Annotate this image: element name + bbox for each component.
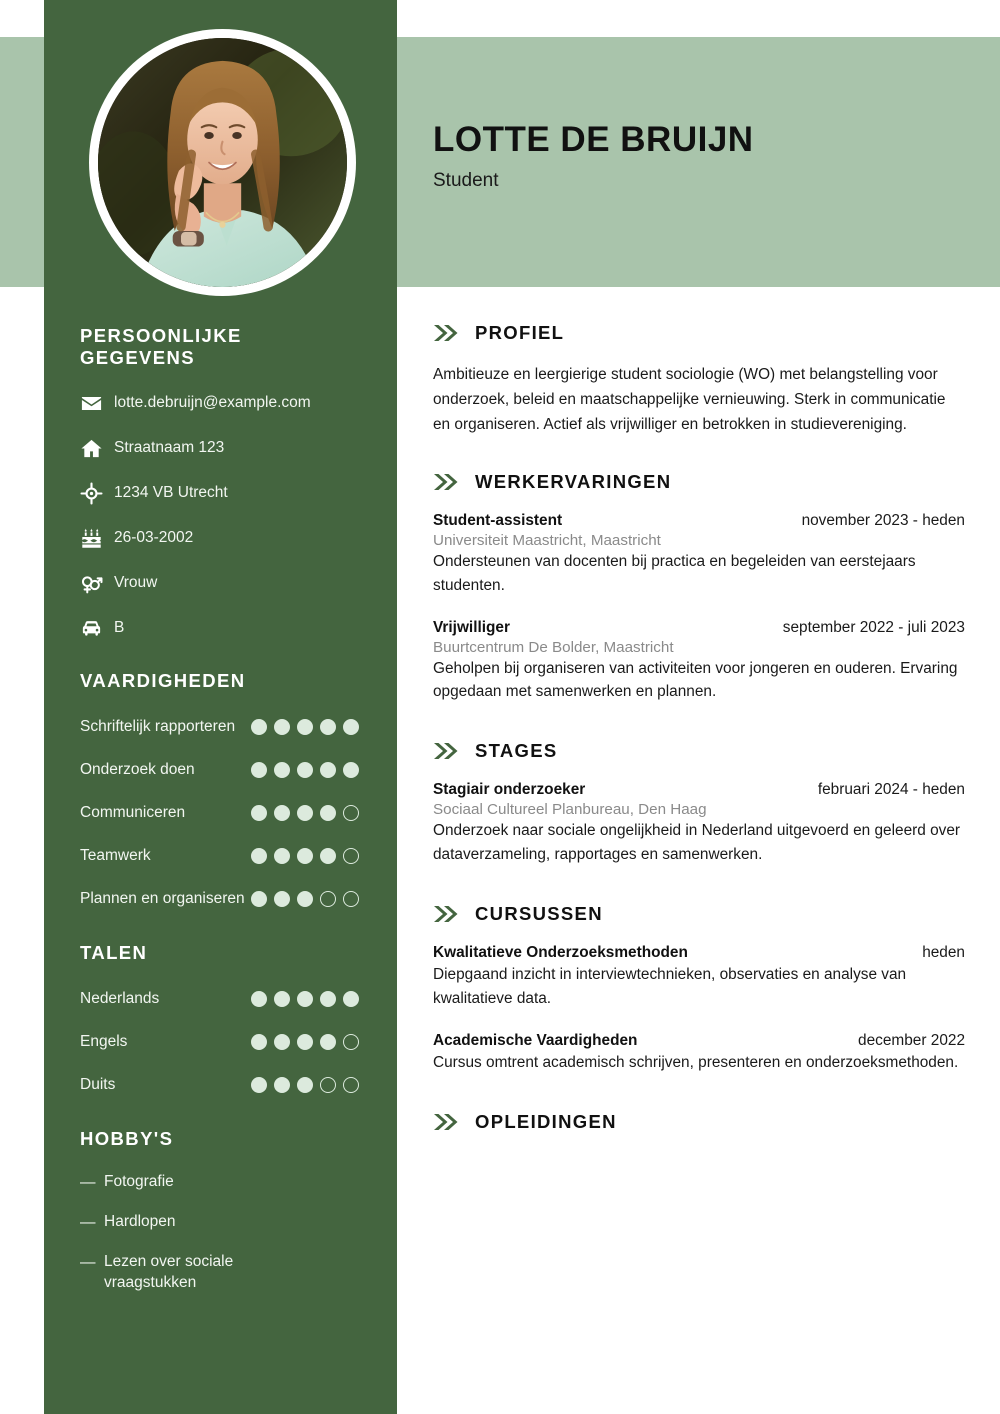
languages-section [80, 942, 361, 1098]
rating-dot-filled [320, 991, 336, 1007]
dash-marker-icon: — [80, 1253, 96, 1271]
work-experience-heading: WERKERVARINGEN [475, 470, 672, 492]
personal-details-section [80, 325, 361, 640]
rating-dot-empty [343, 1034, 359, 1050]
contact-value: B [114, 618, 125, 636]
hobbies-heading: HOBBY'S [80, 1128, 174, 1149]
language-row [80, 986, 361, 1012]
rating-dot-filled [343, 762, 359, 778]
rating-dot-empty [320, 1077, 336, 1093]
rating-label: Engels [80, 1032, 128, 1050]
rating-dot-filled [320, 1034, 336, 1050]
courses-section-header [433, 903, 965, 925]
rating-dot-filled [251, 848, 267, 864]
internships-section [433, 740, 965, 903]
dash-marker-icon: — [80, 1213, 96, 1231]
rating-label: Nederlands [80, 989, 160, 1007]
cv-entry-role: Vrijwilliger [433, 618, 510, 636]
rating-dot-filled [251, 762, 267, 778]
courses-heading: CURSUSSEN [475, 903, 603, 925]
contact-value: 26-03-2002 [114, 528, 194, 546]
rating-dot-filled [297, 1034, 313, 1050]
rating-dot-filled [251, 891, 267, 907]
rating-dot-filled [251, 991, 267, 1007]
cv-entry-organisation: Sociaal Cultureel Planbureau, Den Haag [433, 801, 707, 819]
portrait-photo [98, 38, 347, 287]
location-icon [80, 482, 114, 505]
rating-dot-filled [320, 762, 336, 778]
envelope-icon [80, 392, 114, 415]
cv-entry-role: Student-assistent [433, 511, 563, 529]
skill-row [80, 800, 361, 826]
work-experience-section-header [433, 471, 965, 493]
rating-dots [251, 805, 361, 821]
cv-entry-header [433, 944, 965, 962]
cv-entry-header [433, 512, 965, 530]
skills-heading: VAARDIGHEDEN [80, 670, 246, 691]
contact-row[interactable] [80, 481, 361, 505]
rating-dot-filled [297, 991, 313, 1007]
skill-row [80, 843, 361, 869]
rating-dots [251, 848, 361, 864]
course-entry-list [433, 944, 965, 1075]
skill-row [80, 714, 361, 740]
job-title: Student [433, 170, 499, 192]
skill-row [80, 886, 361, 912]
rating-dots [251, 762, 361, 778]
cv-entry-header [433, 781, 965, 799]
rating-label: Teamwerk [80, 846, 151, 864]
skills-list [80, 714, 361, 912]
birthday-cake-icon [80, 527, 114, 550]
education-section [433, 1111, 965, 1133]
rating-label: Onderzoek doen [80, 760, 195, 778]
rating-dot-filled [343, 719, 359, 735]
portrait-illustration [98, 38, 347, 287]
cv-entry-date: september 2022 - juli 2023 [782, 618, 965, 636]
rating-dot-filled [274, 1034, 290, 1050]
header-text [433, 120, 754, 192]
contact-row[interactable] [80, 436, 361, 460]
rating-dot-filled [274, 719, 290, 735]
rating-dots [251, 719, 361, 735]
internships-section-header [433, 740, 965, 762]
contact-row[interactable] [80, 616, 361, 640]
education-heading: OPLEIDINGEN [475, 1110, 617, 1132]
rating-dot-filled [274, 848, 290, 864]
cv-entry-role: Academische Vaardigheden [433, 1031, 638, 1049]
hobbies-list [80, 1172, 361, 1294]
hobby-row [80, 1252, 361, 1294]
contact-value: lotte.debruijn@example.com [114, 393, 311, 411]
cv-entry-description: Diepgaand inzicht in interviewtechnieken, observaties en analyse van kwalitatieve data. [433, 966, 907, 1007]
rating-label: Communiceren [80, 803, 186, 821]
rating-dot-empty [343, 848, 359, 864]
rating-dot-filled [251, 1077, 267, 1093]
profile-text: Ambitieuze en leergierige student sociologie (WO) met belangstelling voor onderzoek, beleid en maatschappelijke vernieuwing. Sterk in communicatie en organiseren. Actief als vrijwilliger en betrokken in studievereniging. [433, 366, 946, 433]
languages-list [80, 986, 361, 1098]
gender-icon [80, 572, 114, 595]
page-title: LOTTE DE BRUIJN [433, 120, 754, 159]
main-content [433, 322, 965, 1152]
rating-label: Plannen en organiseren [80, 889, 245, 907]
skills-section [80, 670, 361, 912]
rating-dot-filled [320, 805, 336, 821]
rating-dots [251, 991, 361, 1007]
rating-dot-empty [343, 805, 359, 821]
cv-entry-header [433, 619, 965, 637]
rating-dot-empty [343, 1077, 359, 1093]
profile-section [433, 322, 965, 438]
cv-entry [433, 619, 965, 705]
rating-dot-filled [251, 719, 267, 735]
cv-entry [433, 1032, 965, 1075]
cv-entry-description: Cursus omtrent academisch schrijven, presenteren en onderzoeksmethoden. [433, 1053, 959, 1071]
rating-dots [251, 891, 361, 907]
rating-dot-filled [297, 805, 313, 821]
rating-dot-filled [274, 991, 290, 1007]
courses-section [433, 903, 965, 1111]
double-chevron-icon [433, 473, 459, 491]
contact-list [80, 391, 361, 640]
avatar [89, 29, 356, 296]
rating-dot-filled [320, 719, 336, 735]
hobby-row [80, 1172, 361, 1194]
rating-dot-filled [297, 762, 313, 778]
hobby-label: Lezen over sociale vraagstukken [104, 1252, 234, 1291]
contact-row[interactable] [80, 526, 361, 550]
cv-entry-date: februari 2024 - heden [817, 781, 965, 799]
cv-entry-header [433, 1032, 965, 1050]
rating-dot-filled [251, 1034, 267, 1050]
cv-entry-description: Geholpen bij organiseren van activiteiten voor jongeren en ouderen. Ervaring opgedaan met samenwerken en plannen. [433, 659, 958, 701]
cv-entry-organisation: Buurtcentrum De Bolder, Maastricht [433, 638, 674, 656]
contact-value: 1234 VB Utrecht [114, 483, 228, 501]
double-chevron-icon [433, 1113, 459, 1131]
rating-dot-filled [274, 1077, 290, 1093]
contact-value: Straatnaam 123 [114, 438, 225, 456]
cv-entry-role: Stagiair onderzoeker [433, 781, 586, 799]
cv-entry-organisation: Universiteit Maastricht, Maastricht [433, 531, 661, 549]
hobby-label: Hardlopen [104, 1212, 176, 1230]
double-chevron-icon [433, 905, 459, 923]
dash-marker-icon: — [80, 1174, 96, 1191]
profile-heading: PROFIEL [475, 322, 565, 343]
rating-dot-filled [297, 1077, 313, 1093]
hobbies-section [80, 1128, 361, 1294]
rating-label: Duits [80, 1075, 116, 1093]
rating-dot-filled [297, 719, 313, 735]
rating-dot-empty [343, 891, 359, 907]
cv-entry-role: Kwalitatieve Onderzoeksmethoden [433, 944, 688, 962]
contact-row[interactable] [80, 391, 361, 415]
cv-entry [433, 944, 965, 1011]
language-row [80, 1029, 361, 1055]
internships-heading: STAGES [475, 740, 558, 762]
hobby-label: Fotografie [104, 1173, 174, 1190]
rating-dot-filled [297, 891, 313, 907]
rating-dot-filled [251, 805, 267, 821]
internship-entry-list [433, 781, 965, 867]
cv-entry [433, 781, 965, 867]
double-chevron-icon [433, 324, 459, 342]
rating-dot-empty [320, 891, 336, 907]
rating-dot-filled [274, 891, 290, 907]
hobby-row [80, 1212, 361, 1234]
profile-section-header [433, 322, 965, 344]
rating-dot-filled [297, 848, 313, 864]
rating-dot-filled [274, 762, 290, 778]
contact-value: Vrouw [114, 573, 158, 591]
work-entry-list [433, 512, 965, 705]
contact-row[interactable] [80, 571, 361, 595]
double-chevron-icon [433, 742, 459, 760]
work-experience-section [433, 471, 965, 741]
languages-heading: TALEN [80, 942, 148, 963]
cv-entry-description: Onderzoek naar sociale ongelijkheid in Nederland uitgevoerd en geleerd over dataverzameling, rapportages en samenwerken. [433, 822, 961, 864]
rating-dot-filled [320, 848, 336, 864]
personal-details-heading: PERSOONLIJKE GEGEVENS [80, 325, 242, 368]
cv-entry-date: november 2023 - heden [801, 511, 965, 529]
education-section-header [433, 1111, 965, 1133]
skill-row [80, 757, 361, 783]
rating-label: Schriftelijk rapporteren [80, 717, 236, 735]
rating-dot-filled [274, 805, 290, 821]
cv-entry [433, 512, 965, 598]
language-row [80, 1072, 361, 1098]
rating-dot-filled [343, 991, 359, 1007]
car-icon [80, 617, 114, 640]
cv-entry-date: december 2022 [858, 1031, 965, 1049]
rating-dots [251, 1077, 361, 1093]
home-icon [80, 437, 114, 460]
cv-entry-date: heden [922, 944, 965, 962]
cv-entry-description: Ondersteunen van docenten bij practica en begeleiden van eerstejaars studenten. [433, 552, 916, 594]
rating-dots [251, 1034, 361, 1050]
